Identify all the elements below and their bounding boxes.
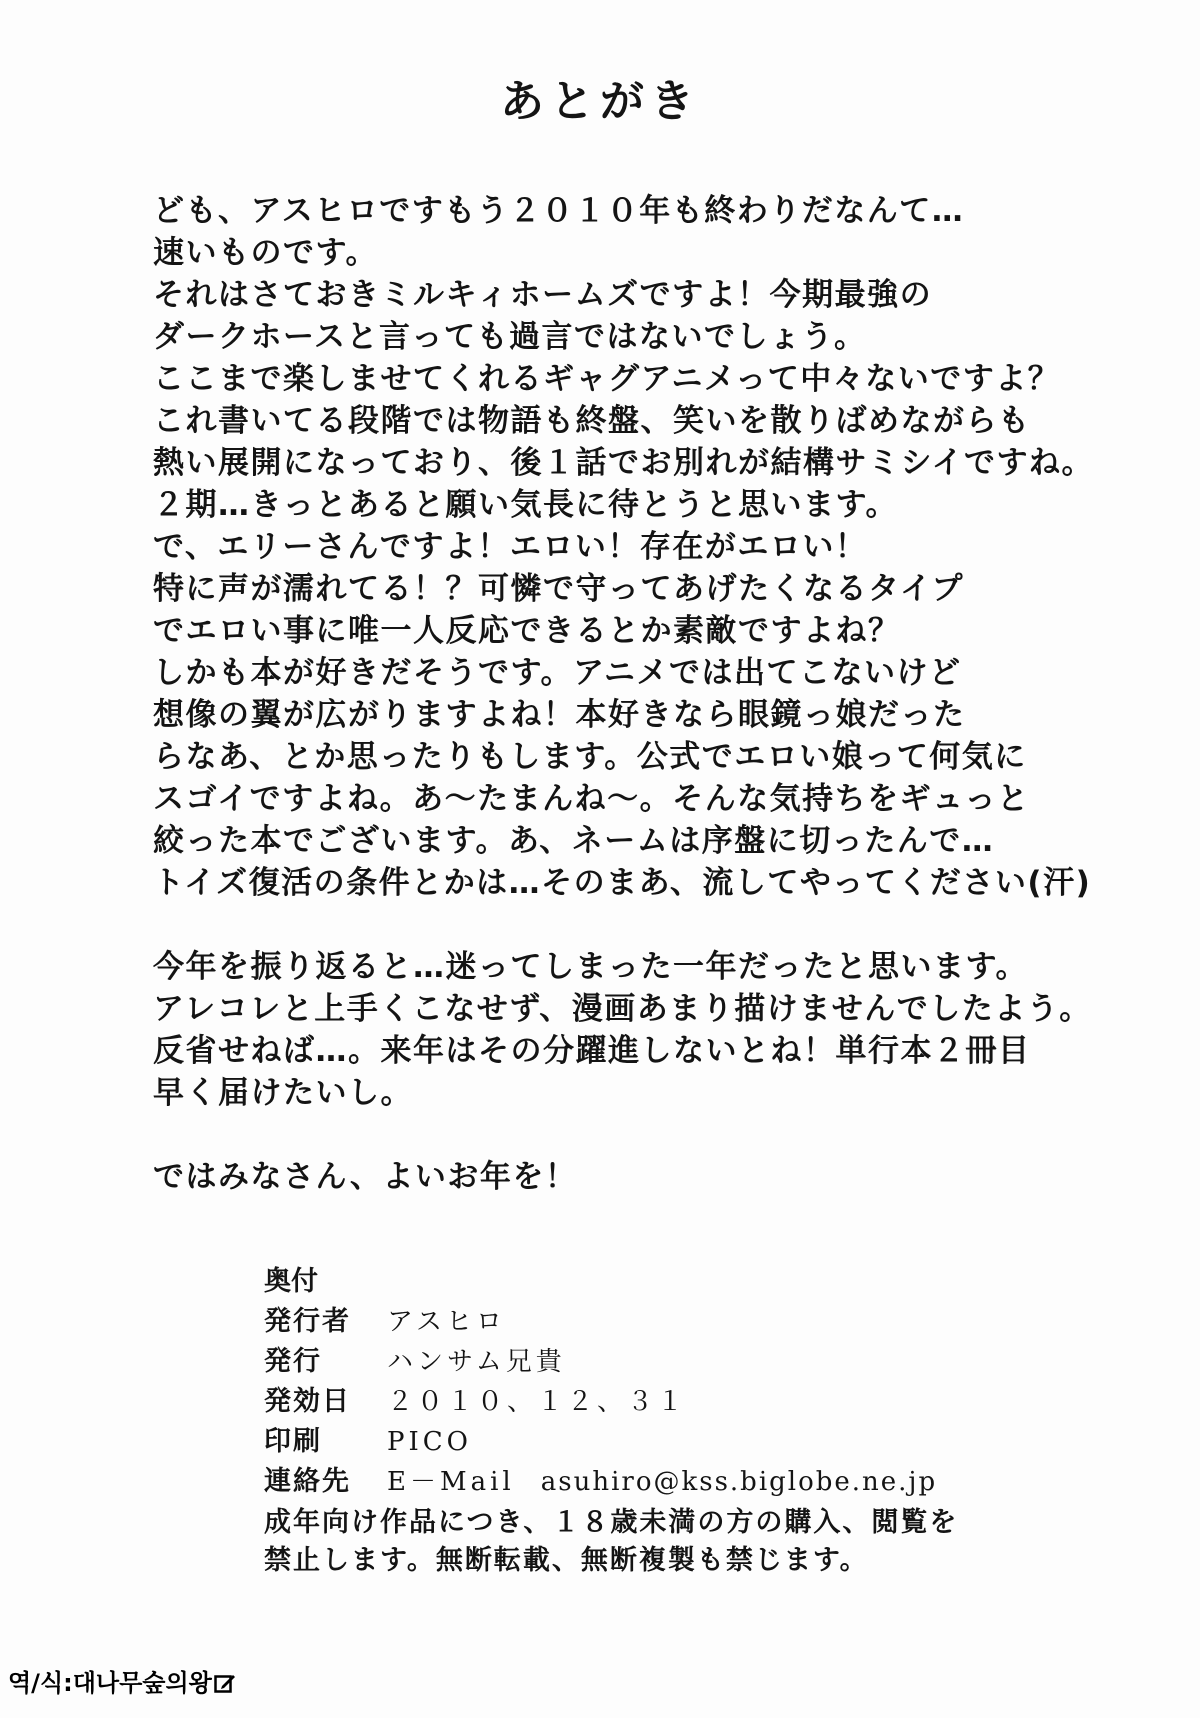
notice-line: 禁止します。無断転載、無断複製も禁じます。 <box>264 1545 869 1576</box>
colophon-label: 発行者 <box>264 1306 351 1337</box>
text-line: しかも本が好きだそうです。アニメでは出てこないけど <box>153 655 962 691</box>
text-line: それはさておきミルキィホームズですよ！今期最強の <box>153 277 933 313</box>
colophon-heading: 奥付 <box>264 1266 318 1297</box>
text-line: 熱い展開になっており、後１話でお別れが結構サミシイですね。 <box>153 445 1094 481</box>
colophon-label: 発行 <box>264 1346 322 1377</box>
credit-text: 역/식:대나무숲의왕 <box>8 1669 212 1697</box>
colophon-label: 発効日 <box>264 1386 351 1417</box>
colophon <box>264 1262 1064 1502</box>
text-line: ダークホースと言っても過言ではないでしょう。 <box>153 319 867 355</box>
text-line: ２期…きっとあると願い気長に待とうと思います。 <box>153 487 899 523</box>
paragraph-gap <box>153 1114 1153 1156</box>
colophon-value: PICO <box>387 1427 472 1457</box>
text-line: これ書いてる段階では物語も終盤、笑いを散りばめながらも <box>153 403 1031 439</box>
email-address: asuhiro@kss.biglobe.ne.jp <box>540 1467 938 1497</box>
text-line: 想像の翼が広がりますよね！本好きなら眼鏡っ娘だった <box>153 697 966 733</box>
text-line: らなあ、とか思ったりもします。公式でエロい娘って何気に <box>153 739 1027 775</box>
text-line: ども、アスヒロですもう２０１０年も終わりだなんて… <box>153 193 965 229</box>
text-line: でエロい事に唯一人反応できるとか素敵ですよね？ <box>153 613 901 649</box>
paragraph-gap <box>153 904 1153 946</box>
text-line: スゴイですよね。あ～たまんね～。そんな気持ちをギュっと <box>153 781 1030 817</box>
text-line: ここまで楽しませてくれるギャグアニメって中々ないですよ？ <box>153 361 1061 397</box>
colophon-row-issuer <box>264 1342 1064 1382</box>
text-line: 早く届けたいし。 <box>153 1075 413 1111</box>
page-title: あとがき <box>500 76 700 127</box>
translator-credit <box>8 1666 236 1700</box>
colophon-label: 印刷 <box>264 1426 322 1457</box>
colophon-value: ハンサム兄貴 <box>387 1347 566 1377</box>
text-line: 特に声が濡れてる！？可憐で守ってあげたくなるタイプ <box>153 571 964 607</box>
contact-value <box>387 1462 937 1502</box>
text-line: 今年を振り返ると…迷ってしまった一年だったと思います。 <box>153 949 1029 985</box>
email-label: E－Mail <box>387 1467 515 1497</box>
colophon-value: ２０１０、１２、３１ <box>387 1387 688 1417</box>
notice-line: 成年向け作品につき、１８歳未満の方の購入、閲覧を <box>264 1507 959 1538</box>
colophon-label: 連絡先 <box>264 1466 351 1497</box>
afterword-body <box>153 190 1153 1198</box>
text-line: トイズ復活の条件とかは…そのまあ、流してやってください(汗) <box>153 865 1092 901</box>
colophon-row-contact <box>264 1462 1064 1502</box>
text-line: 反省せねば…。来年はその分躍進しないとね！単行本２冊目 <box>153 1033 1031 1069</box>
age-restriction-notice <box>264 1504 1084 1580</box>
text-line: 速いものです。 <box>153 235 379 271</box>
text-line: アレコレと上手くこなせず、漫画あまり描けませんでしたよう。 <box>153 991 1092 1027</box>
colophon-row-date <box>264 1382 1064 1422</box>
text-line: ではみなさん、よいお年を！ <box>153 1159 578 1195</box>
text-line: 絞った本でございます。あ、ネームは序盤に切ったんで… <box>153 823 995 859</box>
text-line: で、エリーさんですよ！エロい！存在がエロい！ <box>153 529 868 565</box>
colophon-value: アスヒロ <box>387 1307 506 1337</box>
colophon-row-printer <box>264 1422 1064 1462</box>
colophon-row-publisher <box>264 1302 1064 1342</box>
pen-icon <box>214 1669 236 1691</box>
